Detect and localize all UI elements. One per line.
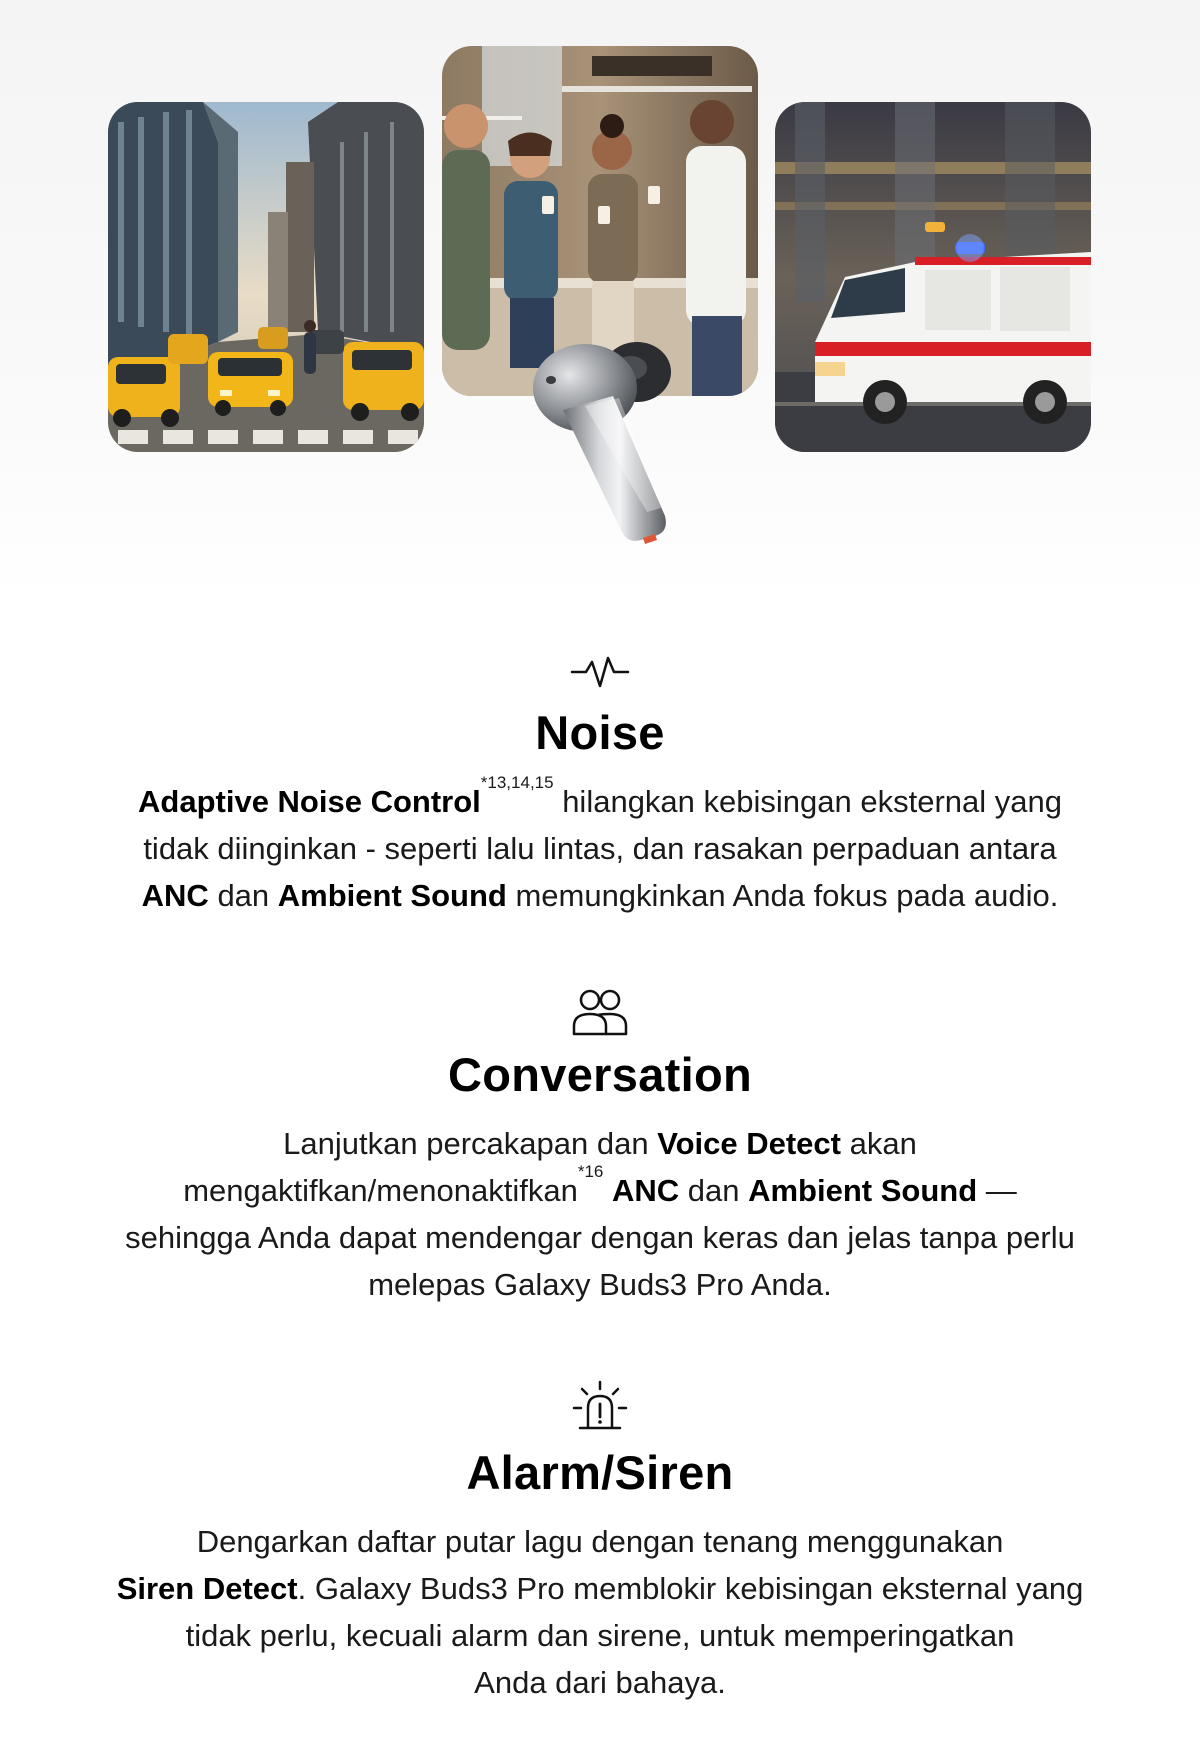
text-line xyxy=(0,1565,1200,1612)
body-text: tidak diinginkan - seperti lalu lintas, dan rasakan perpaduan antara xyxy=(143,831,1057,866)
feature-noise xyxy=(0,648,1200,919)
emphasis-term: ANC xyxy=(141,878,209,913)
emphasis-term: Ambient Sound xyxy=(748,1173,978,1208)
text-line xyxy=(0,1162,1200,1214)
text-line xyxy=(0,1612,1200,1659)
galaxy-buds3-pro-earbud xyxy=(515,340,695,550)
body-text: akan xyxy=(840,1126,917,1161)
feature-body-alarm-siren xyxy=(0,1518,1200,1706)
body-text: melepas Galaxy Buds3 Pro Anda. xyxy=(368,1267,832,1302)
body-text: — xyxy=(977,1173,1017,1208)
text-line xyxy=(0,1659,1200,1706)
feature-alarm-siren xyxy=(0,1380,1200,1706)
city-traffic-photo xyxy=(108,102,424,452)
body-text: sehingga Anda dapat mendengar dengan keras dan jelas tanpa perlu xyxy=(125,1220,1075,1255)
emphasis-term: Siren Detect xyxy=(116,1571,298,1606)
body-text: memungkinkan Anda fokus pada audio. xyxy=(506,878,1059,913)
text-line xyxy=(0,773,1200,825)
footnote-reference: *16 xyxy=(577,1162,604,1181)
body-text: Anda dari bahaya. xyxy=(474,1665,726,1700)
feature-title-noise: Noise xyxy=(535,706,665,759)
body-text: dan xyxy=(208,878,278,913)
text-line xyxy=(0,1214,1200,1261)
body-text xyxy=(603,1173,612,1208)
text-line xyxy=(0,1120,1200,1167)
waveform-icon xyxy=(568,648,632,696)
feature-title-conversation: Conversation xyxy=(448,1048,752,1101)
body-text: Dengarkan daftar putar lagu dengan tenang menggunakan xyxy=(196,1524,1004,1559)
feature-conversation xyxy=(0,986,1200,1308)
body-text: Lanjutkan percakapan dan xyxy=(283,1126,658,1161)
text-line xyxy=(0,1518,1200,1565)
ambulance-photo xyxy=(775,102,1091,452)
footnote-reference: *13,14,15 xyxy=(480,773,554,792)
feature-title-alarm-siren: Alarm/Siren xyxy=(466,1446,734,1499)
emphasis-term: Voice Detect xyxy=(657,1126,841,1161)
body-text: . Galaxy Buds3 Pro memblokir kebisingan eksternal yang xyxy=(297,1571,1084,1606)
body-text: dan xyxy=(679,1173,749,1208)
body-text: tidak perlu, kecuali alarm dan sirene, untuk memperingatkan xyxy=(185,1618,1015,1653)
feature-body-noise xyxy=(0,773,1200,919)
emphasis-term: Ambient Sound xyxy=(277,878,507,913)
text-line xyxy=(0,1261,1200,1308)
emphasis-term: Adaptive Noise Control xyxy=(138,784,481,819)
text-line xyxy=(0,825,1200,872)
people-icon xyxy=(568,986,632,1038)
text-line xyxy=(0,872,1200,919)
hero-banner xyxy=(0,0,1200,600)
emphasis-term: ANC xyxy=(611,1173,680,1208)
body-text: mengaktifkan/menonaktifkan xyxy=(183,1173,578,1208)
siren-alert-icon xyxy=(568,1380,632,1436)
body-text: hilangkan kebisingan eksternal yang xyxy=(553,784,1062,819)
feature-body-conversation xyxy=(0,1120,1200,1308)
